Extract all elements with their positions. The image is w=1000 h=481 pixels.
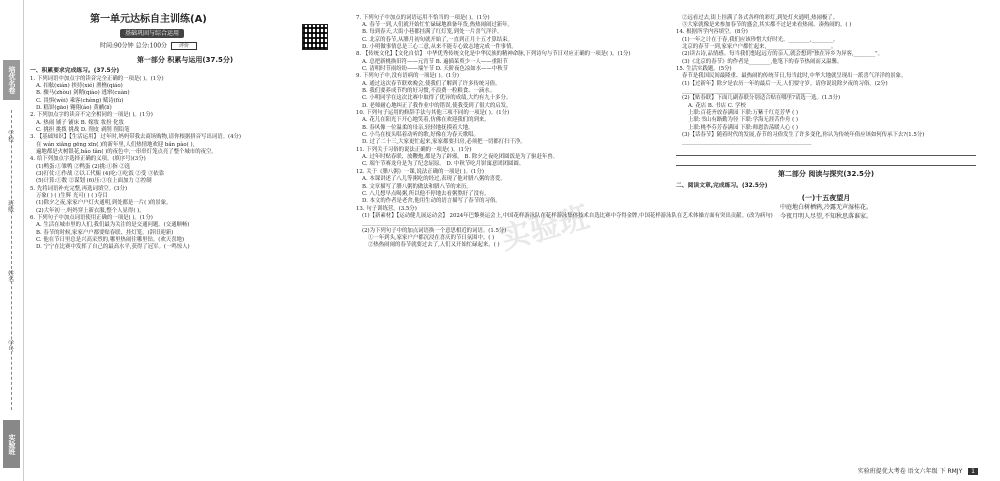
question-line: A. 花店 B. 书店 C. 学校 bbox=[688, 102, 746, 109]
question-line: C. 小明同学在这次比赛中取得了优异的成绩,大约有九十多分。 bbox=[362, 95, 512, 102]
page-footer bbox=[858, 468, 978, 476]
question-line: ________________________________________________ bbox=[362, 220, 492, 227]
col3-questions bbox=[676, 15, 976, 147]
question-line: ②远看过去,街上挂满了各式各样的彩灯,到处灯火通明,热闹极了。 bbox=[682, 14, 839, 21]
poem-title: (一)十五夜望月 bbox=[801, 194, 851, 203]
question-line: 6. 下列句子中加点词语使用正确的一项是( )。(1分) bbox=[30, 215, 153, 222]
question-line: C. 挑担 挑拨 挑战 D. 削皮 剥削 削铅笔 bbox=[36, 126, 130, 133]
question-line: B. 春风像一位温柔的母亲,轻轻地抚摸着大地。 bbox=[362, 124, 474, 131]
question-line: B. 文章描写了腊八粥的做法和腊八节的来历。 bbox=[362, 183, 472, 190]
section-2-head: 二、阅读文章,完成练习。(32.5分) bbox=[676, 182, 768, 189]
question-line: (3)打仗:①作战 ②以工代赈 (4)吃:①吃饭 ②受 ③依靠 bbox=[36, 171, 165, 178]
question-line: (1)除夕之夜,家家户户灯火通明,到处都是一片( )的景象。 bbox=[36, 200, 172, 207]
question-line: B. 骤马(zhòu) 剑鞘(qiào) 逃窜(cuàn) bbox=[36, 90, 130, 97]
question-line: ________________________________________________ bbox=[682, 139, 812, 146]
question-line: 上联:桃李芬芳春满园 下联:师恩浩荡暖人心 ( ) bbox=[688, 124, 799, 131]
column-3 bbox=[676, 14, 976, 222]
page-title: 第一单元达标自主训练(A) bbox=[90, 14, 207, 25]
question-line: D. 本文的作者是老舍,他用生动的语言描写了春节的习俗。 bbox=[362, 198, 501, 205]
poem-line-1: 中庭地白树栖鸦,冷露无声湿桂花。 bbox=[780, 204, 872, 212]
question-line: A. 春节一到,人们就开始忙忙碌碌地准备年货,热热闹闹过新年。 bbox=[362, 21, 513, 28]
cut-line bbox=[11, 110, 12, 410]
question-line: 1. 下列词语中加点字的读音完全正确的一项是( )。(1分) bbox=[30, 75, 164, 82]
score-box[interactable]: 评价 bbox=[171, 42, 197, 50]
question-line: (1)一年之计在于春,我们应该珍惜大好时光。________,________。 bbox=[682, 36, 839, 43]
question-line: A. 生活在城市里的人们,我们最为关注的是交通问题。(交通顺畅) bbox=[36, 222, 190, 229]
brand-label-bottom: 实验班 bbox=[3, 420, 20, 468]
question-line: 上联:百花齐放春满园 下联:万紫千红竞芳华 ( ) bbox=[688, 110, 799, 117]
poem-line-2: 今夜月明人尽望,不知秋思落谁家。 bbox=[780, 213, 872, 221]
question-line: D. 宁宁在比赛中发挥了自己的最高水平,获得了冠军。(一鸣惊人) bbox=[36, 244, 190, 251]
question-line: 9. 下列句子中,没有语病的一项是( )。(1分) bbox=[356, 73, 459, 80]
question-line: 12. 关于《腊八粥》一课,说法正确的一项是( )。(1分) bbox=[356, 168, 484, 175]
part-2-title: 第二部分 阅读与探究(32.5分) bbox=[777, 170, 875, 179]
question-line: 15. 生活实践题。(5分) bbox=[676, 66, 732, 72]
col1-questions bbox=[30, 68, 340, 251]
question-line: D. 糕饼(gāo) 翱翔(áo) 黄鹂(lí) bbox=[36, 104, 112, 111]
qr-code-icon[interactable] bbox=[302, 24, 328, 50]
question-line: A. 本课讲述了八儿等粥吃的经过,表现了他对腊八粥的喜爱。 bbox=[362, 176, 506, 183]
question-line: 北京的春节一到,家家户户都忙起来,________________________。 bbox=[682, 43, 837, 50]
question-line: 11. 下列关于习俗的说法正确的一项是( )。(1分) bbox=[356, 146, 472, 153]
question-line: B. 春节的时候,家家户户都要贴春联、挂灯笼。(辞旧迎新) bbox=[36, 229, 174, 236]
question-line: D. 老师耐心地纠正了我作业中的错误,使我受到了很大的启发。 bbox=[362, 102, 512, 109]
question-line: ________________________________________________ bbox=[682, 88, 812, 95]
question-line: 7. 下列句子中加点的词语运用不恰当的一项是( )。(1分) bbox=[356, 14, 490, 21]
part-1-title: 第一部分 积累与运用(37.5分) bbox=[136, 56, 234, 64]
question-line: 万象( ) ( )生辉 光可( ) ( )夺目 bbox=[36, 193, 108, 200]
question-line: (1)【过新年】除夕是农历一年的最后一天,人们要守岁。请你说说除夕夜的习俗。(2分) bbox=[682, 80, 888, 87]
question-line: (1)【新素材】【运动健儿展运动会】 2024年巴黎奥运会上,中国花样游泳队在花样游泳集体技术自选比赛中夺得金牌,中国花样游泳队在艺术体操方面有突出贡献。(改为病句) bbox=[362, 212, 773, 219]
question-line: (2)大年初一,妈妈穿上新衣服,整个人显得( )。 bbox=[36, 207, 145, 214]
question-line: 春节是我国民间最隆重、最热闹的传统节日,每当此时,中华大地就呈现出一派喜气洋洋的景象。 bbox=[682, 73, 907, 80]
question-line: ①一年到头,家家户户都沉浸在喜庆的节日氛围中。( ) bbox=[368, 234, 495, 241]
question-line: C. 小鸟在枝头唱着动听的歌,好像在为春天歌唱。 bbox=[362, 132, 479, 139]
question-line: ②热热闹闹的春节就要过去了,人们又开始忙碌起来。( ) bbox=[368, 242, 500, 249]
page-subtitle: 基础巩固与综合运用 bbox=[120, 29, 184, 39]
question-line: A. 总把新桃换旧符——元宵节 B. 遍插茱萸少一人——重阳节 bbox=[362, 58, 508, 65]
question-line: (2)读古诗,品情感。每当我们想起远方的亲人,就会想到"独在异乡为异客,________"。 bbox=[682, 51, 884, 58]
page-number: 1 bbox=[968, 468, 978, 476]
question-line: ③大家就像是来参加春节的盛会,其实都不过是来看热闹、凑热闹的。( ) bbox=[682, 21, 852, 28]
question-line: C. 清明时节雨纷纷——端午节 D. 天阶夜色凉如水——中秋节 bbox=[362, 66, 509, 72]
question-line: (2)为下列句子中的加点词语换一个意思相近的词语。(1.5分) bbox=[362, 227, 507, 234]
question-line: (1)鸭蛋:①雏鸭 ②鸭蛋 (2)挑:①指 ②选 bbox=[36, 163, 131, 170]
question-line: (3)【话春节】随着时代的发展,春节的习俗发生了许多变化,你认为传统年俗应该如何传承下去?(1.5分) bbox=[682, 132, 925, 139]
question-line: D. 过了二十三,大家更忙起来,家家都要扫房,必须把一切都打扫干净。 bbox=[362, 139, 526, 146]
question-line: (5)计算:①数 ②谋划 (6)压:①在上面加力 ②控制 bbox=[36, 178, 152, 185]
margin-label-name: 姓名 bbox=[6, 270, 14, 282]
question-line: 5. 先将词语补充完整,再选词填空。(3分) bbox=[30, 185, 128, 192]
answer-line[interactable] bbox=[676, 148, 976, 156]
answer-line[interactable] bbox=[676, 158, 976, 166]
question-line: B. 每到春天,大街小巷都挂满了红灯笼,到处一片喜气洋洋。 bbox=[362, 29, 503, 36]
question-line: 8. 【传统文化】【文化自信】 中华优秀传统文化是中华民族的精神命脉,下列诗句与节日对应正确的一项是( )。(1分) bbox=[356, 51, 631, 58]
question-line: 2. 下列加点字的读音不完全相同的一项是( )。(1分) bbox=[30, 112, 153, 119]
question-line: 10. 下列句子运用的修辞手法与其他三项不同的一项是( )。(1分) bbox=[356, 110, 510, 117]
question-line: B. 我们要养成节约的好习惯,不浪费一粒粮食、一滴水。 bbox=[362, 88, 496, 95]
column-1 bbox=[30, 14, 340, 252]
question-line: C. 他在节日里总是兴高采烈的,哪里热闹往哪里钻。(欢天喜地) bbox=[36, 237, 185, 244]
brand-label-top: 培优名卷 bbox=[3, 60, 20, 100]
question-line: 4. 给下列加点字选择正确的义项。(填序号)(3分) bbox=[30, 156, 146, 163]
question-line: A. 花儿在阳光下开心地笑着,仿佛在欢迎我们的到来。 bbox=[362, 117, 490, 124]
question-line: (2)【贴春联】下面几副春联分别适合贴在哪里?请选一选。(1.5分) bbox=[682, 95, 841, 102]
question-line: A. 扣舷(xián) 挟持(xié) 渔樵(qiáo) bbox=[36, 82, 123, 89]
question-line: D. 小明做事情总是三心二意,从来不能专心致志地完成一件事情。 bbox=[362, 43, 517, 50]
question-line: 遍地都是火树银花,bǎo tǎn( )的夜色中,一串串灯笼点亮了整个城市的夜空。 bbox=[36, 149, 217, 156]
question-line: 一、积累要求完成练习。(37.5分) bbox=[30, 67, 120, 74]
question-line: C. 畏惧(wèi) 乘客(chèng) 赋诗(fù) bbox=[36, 97, 124, 104]
footer-text: 实验班提优大考卷 语文六年级 下 RMJY bbox=[857, 467, 963, 475]
question-line: 14. 根据所学内容填空。(8分) bbox=[676, 29, 748, 36]
question-line: 在 wán xiǎng gēng xīn( )的新年里,人们热情地欢迎 bǎn pào( ), bbox=[36, 141, 195, 148]
question-line: 上联:书山有路勤为径 下联:学海无涯苦作舟 ( ) bbox=[688, 117, 799, 124]
question-line: A. 热闹 铺子 铺床 B. 嫁妆 妆扮 化妆 bbox=[36, 119, 124, 126]
time-score-text: 时间:90分钟 总分:100分 bbox=[100, 42, 168, 50]
question-line: 13. 句子训练营。(3.5分) bbox=[356, 205, 417, 212]
question-line: A. 通过这次春节联欢晚会,使我们了解到了许多传统习俗。 bbox=[362, 80, 501, 87]
question-line: C. 北京的春节,从腊月初旬就开始了,一直到正月十五才算结束。 bbox=[362, 36, 513, 43]
question-line: (3)《北京的春节》的作者是________,他笔下的春节热闹而又温馨。 bbox=[682, 58, 843, 65]
margin-label-school: 学校 bbox=[6, 130, 14, 142]
watermark: 实验班 bbox=[496, 199, 593, 258]
question-line: C. 八儿想早点喝粥,所以他不停地去看粥熬好了没有。 bbox=[362, 190, 490, 197]
question-line: C. 端午节赛龙舟是为了纪念屈原。 D. 中秋节吃月饼寓意团团圆圆。 bbox=[362, 161, 525, 168]
binding-margin bbox=[0, 0, 24, 481]
question-line: 3. 【基础知识】【生活运用】 过年时,妈妈带我去商场购物,请你根据拼音写出词语。(4分) bbox=[30, 134, 241, 141]
margin-label-class: 班级 bbox=[6, 200, 14, 212]
margin-label-id: 学号 bbox=[6, 340, 14, 352]
question-line: A. 过年时贴春联、放鞭炮,都是为了辟邪。 B. 除夕之夜吃团圆饭是为了驱赶年兽。 bbox=[362, 154, 559, 161]
